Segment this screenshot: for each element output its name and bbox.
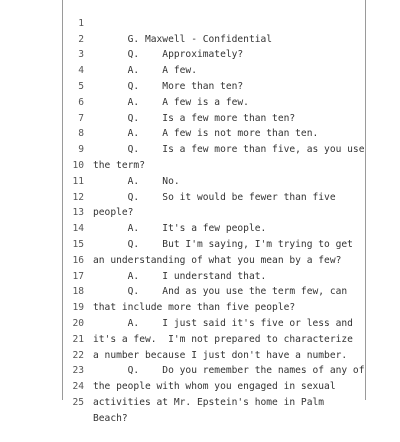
line-text: the term? [93,159,145,171]
line-text: Beach? [93,412,128,424]
line-text: people? [93,207,134,219]
line-number: 9 [78,144,84,156]
line-text: Q. Do you remember the names of any of [93,365,365,377]
line-text: Q. So it would be fewer than five [93,191,336,203]
line-text: a number because I just don't have a number. [93,349,348,361]
line-number: 2 [78,33,84,45]
line-text: A. No. [93,175,180,187]
line-number: 23 [72,365,84,377]
line-text: A. I understand that. [93,270,267,282]
line-text: it's a few. I'm not prepared to characterize [93,333,353,345]
line-number: 8 [78,128,84,140]
line-text: an understanding of what you mean by a few? [93,254,342,266]
line-number: 18 [72,286,84,298]
line-number: 13 [72,207,84,219]
line-text: Q. Approximately? [93,49,244,61]
line-text: A. A few is not more than ten. [93,128,319,140]
line-number: 20 [72,317,84,329]
line-number: 5 [78,80,84,92]
line-text: the people with whom you engaged in sexual [93,381,336,393]
line-number: 24 [72,381,84,393]
line-number: 14 [72,223,84,235]
transcript-line [0,0,400,45]
line-text: Q. And as you use the term few, can [93,286,348,298]
line-number: 10 [72,159,84,171]
line-text: A. A few. [93,65,197,77]
line-number: 7 [78,112,84,124]
line-number: 12 [72,191,84,203]
line-text: A. A few is a few. [93,96,249,108]
line-number: 16 [72,254,84,266]
line-number: 19 [72,302,84,314]
line-number: 1 [78,17,84,29]
line-text: Q. But I'm saying, I'm trying to get [93,238,353,250]
line-text: Q. Is a few more than ten? [93,112,296,124]
line-number: 22 [72,349,84,361]
line-text: A. I just said it's five or less and [93,317,353,329]
line-text: Q. Is a few more than five, as you use [93,144,365,156]
line-text: Q. More than ten? [93,80,244,92]
line-number: 11 [72,175,84,187]
line-text: that include more than five people? [93,302,296,314]
line-text: G. Maxwell - Confidential [93,33,273,45]
line-number: 3 [78,49,84,61]
line-number: 17 [72,270,84,282]
line-text: activities at Mr. Epstein's home in Palm [93,396,325,408]
line-number: 6 [78,96,84,108]
line-number: 21 [72,333,84,345]
line-text: A. It's a few people. [93,223,267,235]
line-number: 15 [72,238,84,250]
line-number: 25 [72,396,84,408]
line-number: 4 [78,65,84,77]
